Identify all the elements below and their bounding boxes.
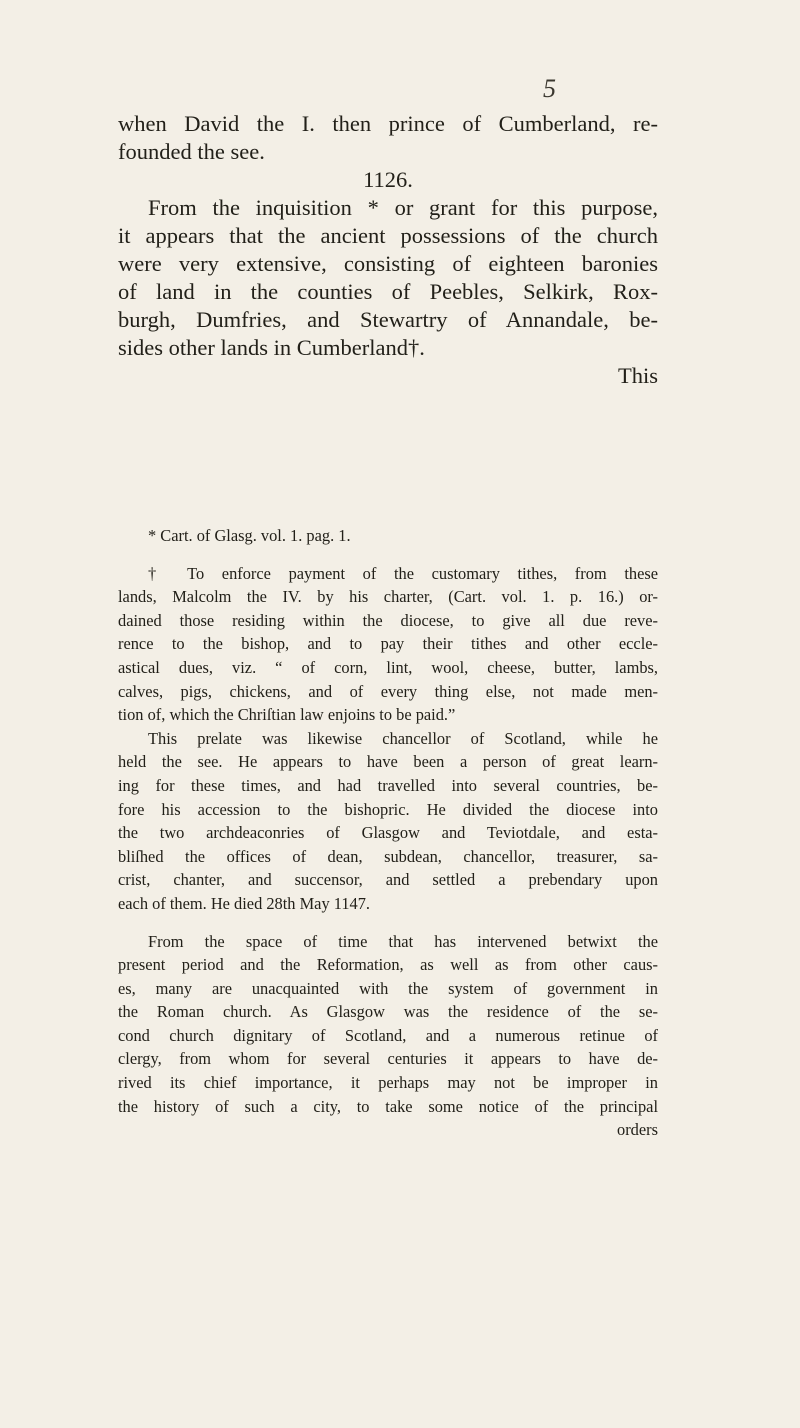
note-paragraph-line: crist, chanter, and succensor, and settled a prebendary upon (118, 870, 658, 890)
note-paragraph-line: present period and the Reformation, as well as from other caus- (118, 955, 658, 975)
footnote-2-line: lands, Malcolm the IV. by his charter, (Cart. vol. 1. p. 16.) or- (118, 587, 658, 607)
main-line: sides other lands in Cumberland†. (118, 335, 425, 360)
note-paragraph-line: the history of such a city, to take some notice of the principal (118, 1096, 658, 1116)
footnotes (118, 524, 658, 1142)
main-line: were very extensive, consisting of eighteen baronies (118, 251, 658, 276)
note-paragraph-line: held the see. He appears to have been a person of great learn- (118, 752, 658, 772)
footnote-2-line: calves, pigs, chickens, and of every thing else, not made men- (118, 681, 658, 701)
main-line: of land in the counties of Peebles, Selkirk, Rox- (118, 279, 658, 304)
footnote-2-line: dained those residing within the diocese, to give all due reve- (118, 610, 658, 630)
note-paragraph-line: fore his accession to the bishopric. He divided the diocese into (118, 799, 658, 819)
footnote-2-line: † To enforce payment of the customary tithes, from these (148, 563, 658, 583)
note-paragraph-line: es, many are unacquainted with the system of government in (118, 978, 658, 998)
note-paragraph-line: rived its chief importance, it perhaps may not be improper in (118, 1073, 658, 1093)
note-paragraph-line: cond church dignitary of Scotland, and a numerous retinue of (118, 1025, 658, 1045)
main-line: it appears that the ancient possessions of the church (118, 223, 658, 248)
note-paragraph-line: the Roman church. As Glasgow was the residence of the se- (118, 1002, 658, 1022)
main-line: From the inquisition * or grant for this purpose, (148, 195, 658, 220)
main-line: founded the see. (118, 139, 265, 164)
catchword: This (617, 363, 658, 388)
marginal-year: 1126. (363, 167, 413, 192)
footnote-1: * Cart. of Glasg. vol. 1. pag. 1. (148, 526, 351, 545)
footnote-2-line: tion of, which the Chriſtian law enjoins to be paid.” (118, 705, 456, 725)
main-text (118, 110, 658, 390)
note-paragraph-line: This prelate was likewise chancellor of Scotland, while he (148, 728, 658, 748)
note-paragraph-line: each of them. He died 28th May 1147. (118, 893, 371, 913)
main-line: burgh, Dumfries, and Stewartry of Annandale, be- (118, 307, 658, 332)
main-line: when David the I. then prince of Cumberland, re- (118, 111, 658, 136)
footnote-2-line: astical dues, viz. “ of corn, lint, wool, cheese, butter, lambs, (118, 657, 658, 677)
page-number: 5 (543, 74, 556, 103)
note-paragraph-line: the two archdeaconries of Glasgow and Teviotdale, and esta- (118, 823, 658, 843)
note-paragraph-line: clergy, from whom for several centuries it appears to have de- (118, 1049, 658, 1069)
note-paragraph-line: ing for these times, and had travelled into several countries, be- (118, 775, 658, 795)
catchword: orders (617, 1120, 658, 1140)
footnote-2-line: rence to the bishop, and to pay their tithes and other eccle- (118, 634, 658, 654)
note-paragraph-line: bliſhed the offices of dean, subdean, chancellor, treasurer, sa- (118, 846, 658, 866)
note-paragraph-line: From the space of time that has intervened betwixt the (148, 931, 658, 951)
